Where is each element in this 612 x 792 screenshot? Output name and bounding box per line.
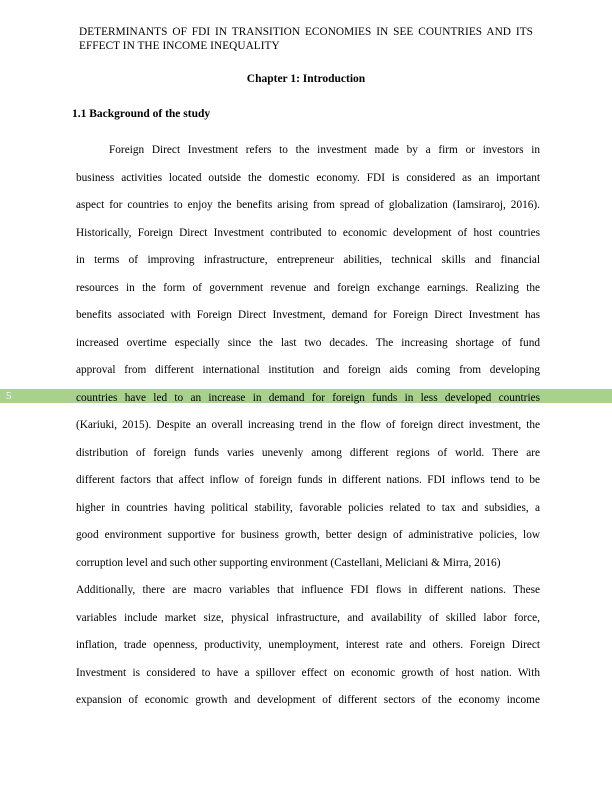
paragraph-line: business activities located outside the domestic economy. FDI is considered as an important	[76, 171, 540, 184]
paragraph-line: distribution of foreign funds varies unevenly among different regions of world. There are	[76, 446, 540, 459]
running-head: DETERMINANTS OF FDI IN TRANSITION ECONOMIES IN SEE COUNTRIES AND ITS EFFECT IN THE INCOME INEQUALITY	[79, 26, 533, 52]
paragraph-line: increased overtime especially since the last two decades. The increasing shortage of fund	[76, 336, 540, 349]
paragraph-line: corruption level and such other supporting environment (Castellani, Meliciani & Mirra, 2016)	[76, 556, 501, 569]
paragraph-line: countries have led to an increase in demand for foreign funds in less developed countries	[76, 391, 540, 404]
paragraph-line: variables include market size, physical infrastructure, and availability of skilled labor force,	[76, 611, 540, 624]
paragraph-line: different factors that affect inflow of foreign funds in different nations. FDI inflows tend to be	[76, 474, 540, 486]
paragraph-line: (Kariuki, 2015). Despite an overall increasing trend in the flow of foreign direct investment, the	[76, 419, 540, 431]
margin-line-number: 5	[6, 390, 12, 402]
paragraph-line: expansion of economic growth and development of different sectors of the economy income	[76, 694, 540, 706]
paragraph-line: good environment supportive for business growth, better design of administrative policies, low	[76, 529, 540, 541]
paragraph-line: resources in the form of government revenue and foreign exchange earnings. Realizing the	[76, 281, 540, 294]
chapter-title: Chapter 1: Introduction	[246, 73, 366, 85]
paragraph-line: Additionally, there are macro variables that influence FDI flows in different nations. These	[76, 584, 540, 596]
paragraph-line: benefits associated with Foreign Direct Investment, demand for Foreign Direct Investment has	[76, 309, 540, 321]
paragraph-line: aspect for countries to enjoy the benefits arising from spread of globalization (Iamsiraroj, 2016).	[76, 199, 540, 211]
paragraph-line: Historically, Foreign Direct Investment contributed to economic development of host countries	[76, 226, 540, 239]
paragraph-line: in terms of improving infrastructure, entrepreneur abilities, technical skills and financial	[76, 254, 540, 266]
paragraph-line: inflation, trade openness, productivity, unemployment, interest rate and others. Foreign Direct	[76, 639, 540, 651]
paragraph-line: Investment is considered to have a spillover effect on economic growth of host nation. With	[76, 666, 540, 679]
paragraph-line: Foreign Direct Investment refers to the investment made by a firm or investors in	[109, 144, 540, 156]
paragraph-line: higher in countries having political stability, favorable policies related to tax and subsidies, a	[76, 501, 540, 514]
section-heading: 1.1 Background of the study	[72, 108, 211, 120]
body-paragraph	[76, 142, 540, 720]
paragraph-line: approval from different international institution and foreign aids coming from developing	[76, 364, 540, 376]
